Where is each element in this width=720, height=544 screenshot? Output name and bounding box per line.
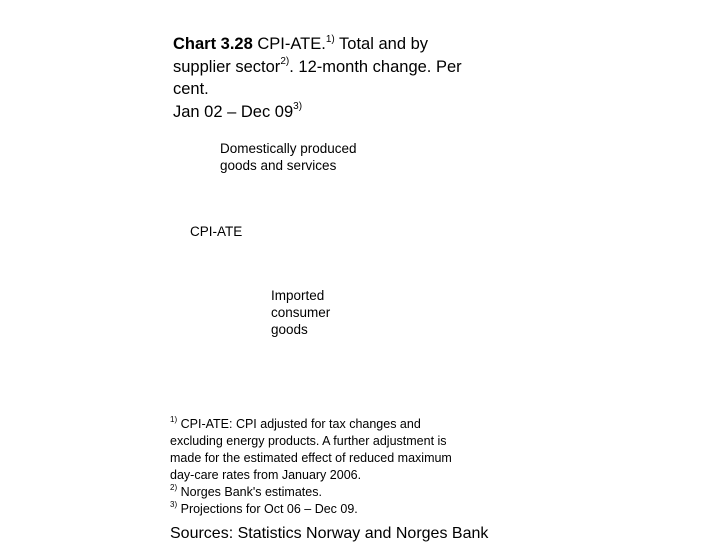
series-label-cpi-ate: CPI-ATE	[190, 224, 243, 239]
footnote-1-line-4: day-care rates from January 2006.	[170, 468, 362, 482]
footnote-3: $^{3)}$ Projections for Oct 06 – Dec 09.	[170, 499, 358, 516]
footnote-ref-2: 2)	[280, 56, 290, 67]
chart-title	[173, 33, 503, 123]
footnote-2: $^{2)}$ Norges Bank's estimates.	[170, 482, 322, 499]
footnote-1-line-3: made for the estimated effect of reduced maximum	[170, 451, 452, 465]
footnote-ref-3: 3)	[293, 101, 303, 112]
footnote-1-line-1: $^{1)}$ CPI-ATE: CPI adjusted for tax changes and	[170, 414, 421, 431]
chart-number: Chart 3.28	[173, 35, 253, 53]
footnotes	[170, 416, 500, 518]
title-line-3: cent.	[173, 80, 209, 98]
title-line-4: Jan 02 – Dec 09$^{3)}$	[173, 101, 303, 121]
series-label-imported: Imported consumer goods	[271, 288, 331, 337]
sources-note: Sources: Statistics Norway and Norges Bank	[170, 525, 489, 542]
footnote-1-line-2: excluding energy products. A further adjustment is	[170, 434, 447, 448]
title-line-1: Chart 3.28 CPI-ATE.$^{1)}$ Total and by	[173, 33, 429, 53]
footnote-ref-1: 1)	[325, 33, 335, 45]
title-line-2: supplier sector$^{2)}$. 12-month change. Per	[173, 56, 462, 76]
series-label-domestic: Domestically produced goods and services	[220, 141, 357, 173]
